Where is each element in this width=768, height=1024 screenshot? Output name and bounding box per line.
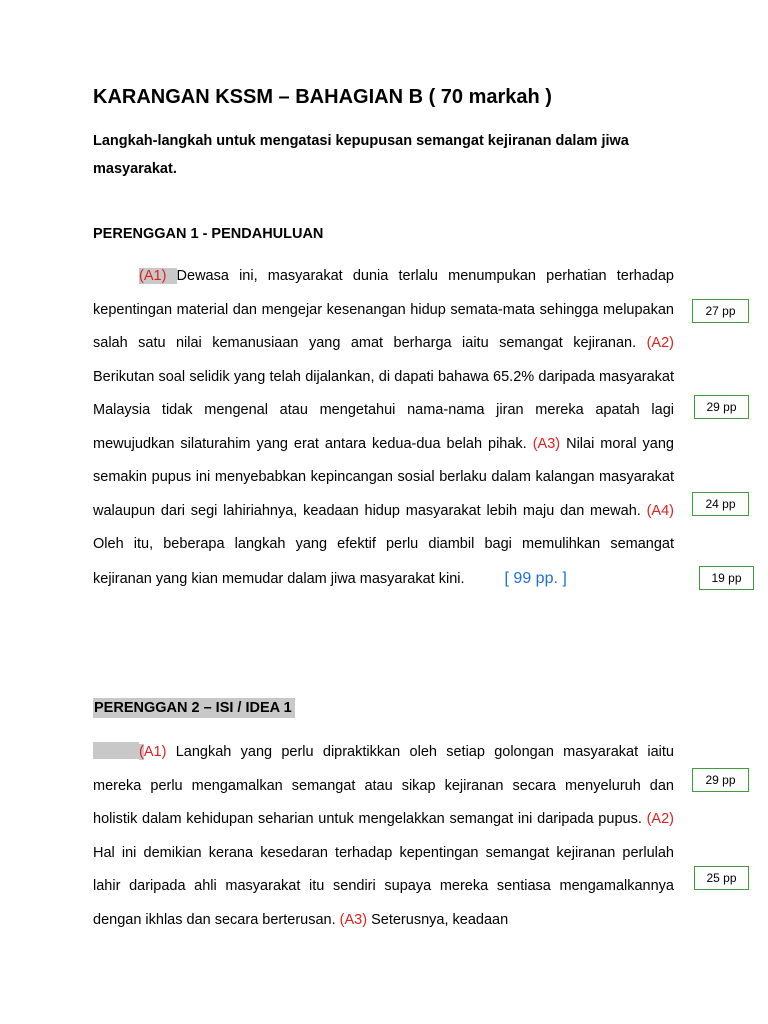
paragraph-2 bbox=[93, 736, 674, 937]
pp-count-box: 29 pp bbox=[694, 395, 749, 419]
section-heading-1: PERENGGAN 1 - PENDAHULUAN bbox=[93, 226, 324, 242]
pp-count-box: 25 pp bbox=[694, 866, 749, 890]
paragraph-2-text-a1: Langkah yang perlu dipraktikkan oleh setiap golongan masyarakat iaitu mereka perlu mengamalkan semangat atau sikap kejiranan secara menyeluruh dan holistik dalam kehidupan seharian untuk mengelakkan semangat ini daripada pupus. bbox=[93, 744, 674, 827]
essay-question: Langkah-langkah untuk mengatasi kepupusan semangat kejiranan dalam jiwa masyarakat. bbox=[93, 133, 629, 177]
marker-a3: (A3) bbox=[339, 911, 368, 928]
indent-highlight bbox=[93, 742, 139, 759]
paragraph-2-text-a2: Hal ini demikian kerana kesedaran terhadap kepentingan semangat kejiranan perlulah lahir daripada ahli masyarakat itu sendiri supaya mereka sentiasa mengamalkannya dengan ikhlas dan secara berterusan. bbox=[93, 844, 674, 928]
page-title: KARANGAN KSSM – BAHAGIAN B ( 70 markah ) bbox=[93, 86, 552, 108]
marker-a4: (A4) bbox=[646, 502, 674, 519]
paragraph-2-text-a3: Seterusnya, keadaan bbox=[367, 911, 509, 928]
pp-count-box: 29 pp bbox=[692, 768, 749, 792]
marker-a1-label: A1) bbox=[143, 744, 167, 760]
marker-a2: (A2) bbox=[646, 811, 674, 827]
section-heading-2: PERENGGAN 2 – ISI / IDEA 1 bbox=[93, 698, 295, 718]
paragraph-1-text-a2: Berikutan soal selidik yang telah dijalankan, di dapati bahawa 65.2% daripada masyarakat Malaysia tidak mengenal atau mengetahui nama-nama jiran mereka apatah lagi mewujudkan silaturahim yang erat antara kedua-dua belah pihak. bbox=[93, 368, 674, 452]
marker-a1: (A1) bbox=[139, 268, 177, 284]
pp-count-box: 27 pp bbox=[692, 299, 749, 323]
marker-a2: (A2) bbox=[646, 335, 674, 351]
paragraph-1-text-a3: Nilai moral yang semakin pupus ini menyebabkan kepincangan sosial berlaku dalam kalangan masyarakat walaupun dari segi lahiriahnya, keadaan hidup masyarakat lebih maju dan mewah. bbox=[93, 435, 674, 519]
paragraph-1 bbox=[93, 260, 674, 596]
marker-a3: (A3) bbox=[532, 435, 561, 452]
paragraph-1-text-a4: Oleh itu, beberapa langkah yang efektif perlu diambil bagi memulihkan semangat kejiranan yang kian memudar dalam jiwa masyarakat kini. bbox=[93, 536, 674, 587]
pp-count-box: 24 pp bbox=[692, 492, 749, 516]
pp-count-box: 19 pp bbox=[699, 566, 754, 590]
paragraph-1-text-a1: Dewasa ini, masyarakat dunia terlalu menumpukan perhatian terhadap kepentingan material dan mengejar kesenangan hidup semata-mata sehingga melupakan salah satu nilai kemanusiaan yang amat berharga iaitu semangat kejiranan. bbox=[93, 268, 674, 351]
marker-a1-bracket: ( bbox=[139, 744, 144, 760]
word-total: [ 99 pp. ] bbox=[504, 569, 567, 587]
